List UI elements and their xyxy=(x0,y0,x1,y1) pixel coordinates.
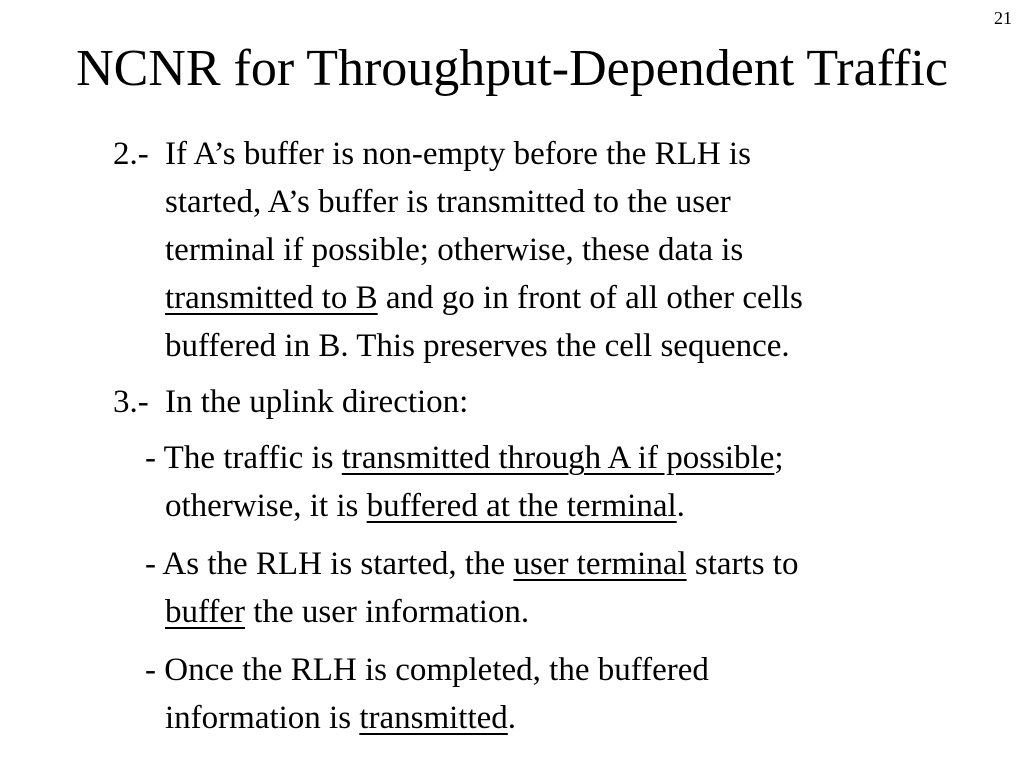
sub-item-1-text-c: otherwise, it is xyxy=(165,488,367,524)
sub-item-1-text-d: . xyxy=(676,488,685,524)
list-marker-2: 2.- xyxy=(113,136,149,172)
sub-item-3 xyxy=(145,646,709,742)
sub-item-2-line-1 xyxy=(145,540,798,588)
sub-item-2-text-a: As the RLH is started, the xyxy=(162,546,514,582)
sub-item-1-line-1 xyxy=(145,434,784,482)
list-item-2 xyxy=(113,130,803,370)
underlined-phrase: transmitted through A if possible xyxy=(341,440,775,476)
list-item-2-line-5: buffered in B. This preserves the cell sequence. xyxy=(165,328,790,364)
sub-item-3-line-2 xyxy=(145,694,709,742)
underlined-phrase: buffered at the terminal xyxy=(366,488,677,524)
sub-item-2-text-c: the user information. xyxy=(245,594,530,630)
sub-item-3-text-c: . xyxy=(507,700,517,736)
sub-item-2-line-2 xyxy=(145,588,798,636)
underlined-phrase: buffer xyxy=(165,594,246,630)
sub-item-3-text-a: Once the RLH is completed, the buffered xyxy=(164,652,709,688)
list-item-2-line-2: started, A’s buffer is transmitted to the user xyxy=(165,184,731,220)
list-item-2-text-4: and go in front of all other cells xyxy=(377,280,803,316)
list-item-3 xyxy=(113,378,468,426)
sub-item-1-text-b: ; xyxy=(774,440,784,476)
sub-item-1-line-2 xyxy=(145,482,784,530)
list-item-2-text-1: If A’s buffer is non-empty before the RLH is xyxy=(165,136,751,172)
sub-item-3-line-1 xyxy=(145,646,709,694)
list-item-2-line-4 xyxy=(113,274,803,322)
dash-marker: - xyxy=(145,652,165,688)
list-item-3-line-1 xyxy=(113,378,468,426)
dash-marker: - xyxy=(145,440,164,476)
underlined-phrase: transmitted to B xyxy=(165,280,378,316)
sub-item-1 xyxy=(145,434,784,530)
underlined-phrase: user terminal xyxy=(513,546,687,582)
sub-item-1-text-a: The traffic is xyxy=(163,440,342,476)
dash-marker: - xyxy=(145,546,163,582)
list-marker-3: 3.- xyxy=(113,384,149,420)
sub-item-3-text-b: information is xyxy=(165,700,360,736)
sub-item-2-text-b: starts to xyxy=(686,546,799,582)
sub-item-2 xyxy=(145,540,798,636)
list-item-2-line-1 xyxy=(113,130,803,178)
slide-title: NCNR for Throughput-Dependent Traffic xyxy=(76,40,948,97)
page-number: 21 xyxy=(994,8,1012,28)
list-item-2-line-3: terminal if possible; otherwise, these data is xyxy=(165,232,744,268)
underlined-phrase: transmitted xyxy=(359,700,508,736)
list-item-3-text: In the uplink direction: xyxy=(165,384,469,420)
